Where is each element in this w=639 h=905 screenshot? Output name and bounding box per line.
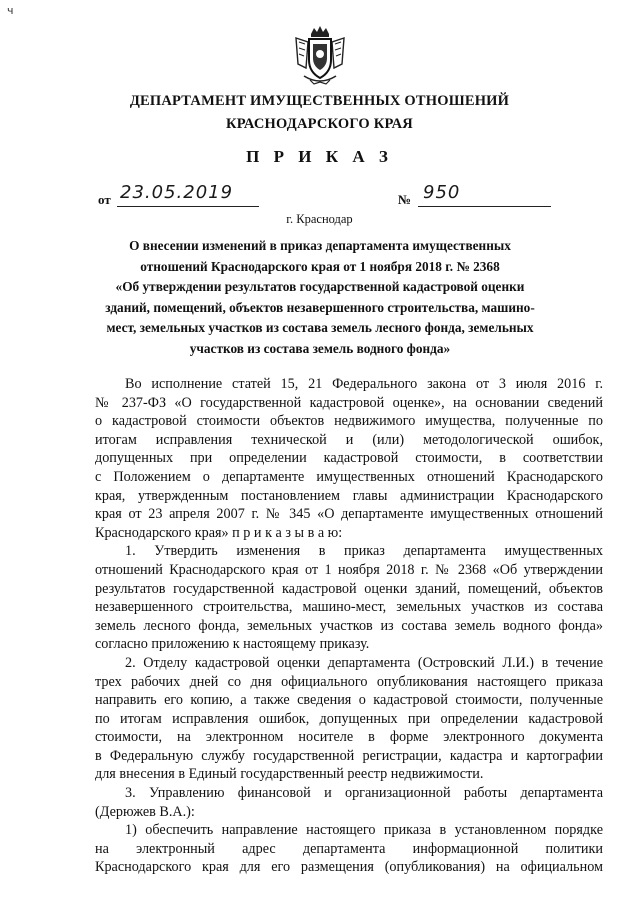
subject-line: участков из состава земель водного фонда»: [189, 340, 451, 356]
date-underline: [117, 206, 259, 207]
body-line: 3. Управлению финансовой и организационной работы департамента: [125, 785, 603, 802]
body-line: Краснодарского края» п р и к а з ы в а ю:: [95, 524, 343, 541]
body-line: стоимости, на электронном носителе в форме электронного документа: [95, 729, 603, 746]
order-body-text: [95, 375, 603, 877]
department-name-line1: ДЕПАРТАМЕНТ ИМУЩЕСТВЕННЫХ ОТНОШЕНИЙ: [129, 93, 510, 109]
body-line: направить его копию, а также сведения о кадастровой стоимости, полученные: [95, 692, 603, 709]
subject-line: мест, земельных участков из состава земель лесного фонда, земельных: [106, 320, 534, 335]
body-line: согласно приложению к настоящему приказу.: [95, 636, 370, 653]
order-subject: [70, 236, 570, 359]
number-label: №: [398, 192, 412, 207]
body-line: незавершенного строительства, машино-мест, земельных участков из состава: [95, 599, 603, 616]
date-label: от: [98, 192, 111, 207]
body-line: 1) обеспечить направление настоящего приказа в установленном порядке: [125, 822, 603, 839]
corner-handwritten-mark: ч: [7, 4, 14, 17]
body-line: итогам исправления технической и (или) методологической ошибок,: [95, 431, 603, 448]
body-line: на электронный адрес департамента информационной политики: [95, 840, 603, 857]
body-line: Краснодарского края для его размещения (опубликования) на официальном: [95, 859, 603, 876]
order-date-handwritten: 23.05.2019: [120, 182, 234, 203]
body-line: края от 23 апреля 2007 г. № 345 «О департаменте имущественных отношений: [95, 506, 603, 523]
krasnodar-coat-of-arms-emblem: [292, 24, 348, 88]
subject-line: «Об утверждении результатов государственной кадастровой оценки: [115, 279, 525, 294]
body-line: результатов государственной кадастровой оценки зданий, помещений, объектов: [95, 580, 603, 597]
subject-line: зданий, помещений, объектов незавершенного строительства, машино-: [105, 299, 535, 315]
body-line: края, утвержденным постановлением главы администрации Краснодарского: [95, 487, 603, 504]
body-line: о кадастровой стоимости объектов недвижимого имущества, полученные по: [95, 413, 603, 430]
body-line: 1. Утвердить изменения в приказ департамента имущественных: [125, 543, 603, 560]
body-line: в Федеральную службу государственной регистрации, кадастра и картографии: [95, 747, 603, 764]
body-line: с Положением о департаменте имущественных отношений Краснодарского: [95, 468, 603, 485]
body-line: (Дерюжев В.А.):: [95, 803, 195, 820]
order-title: П Р И К А З: [246, 147, 393, 166]
body-line: по итогам исправления ошибок, допущенных при определении кадастровой: [95, 710, 603, 727]
body-line: трех рабочих дней со дня официального опубликования настоящего приказа: [95, 673, 603, 690]
body-line: Во исполнение статей 15, 21 Федерального закона от 3 июля 2016 г.: [125, 376, 603, 392]
number-underline: [418, 206, 551, 207]
city-name: г. Краснодар: [286, 212, 353, 226]
subject-line: отношений Краснодарского края от 1 ноября 2018 г. № 2368: [140, 258, 500, 274]
body-line: отношений Краснодарского края от 1 ноября 2018 г. № 2368 «Об утверждении: [95, 561, 603, 578]
subject-line: О внесении изменений в приказ департамента имущественных: [129, 238, 511, 253]
order-number-handwritten: 950: [423, 182, 461, 203]
body-line: земель лесного фонда, земельных участков из состава земель водного фонда»: [95, 617, 603, 634]
department-name-line2: КРАСНОДАРСКОГО КРАЯ: [226, 116, 413, 132]
body-line: допущенных при определении кадастровой стоимости, в соответствии: [95, 450, 603, 467]
body-line: № 237-ФЗ «О государственной кадастровой оценке», на основании сведений: [95, 394, 603, 411]
body-line: для внесения в Единый государственный реестр недвижимости.: [95, 766, 484, 783]
body-line: 2. Отделу кадастровой оценки департамента (Островский Л.И.) в течение: [125, 654, 603, 671]
